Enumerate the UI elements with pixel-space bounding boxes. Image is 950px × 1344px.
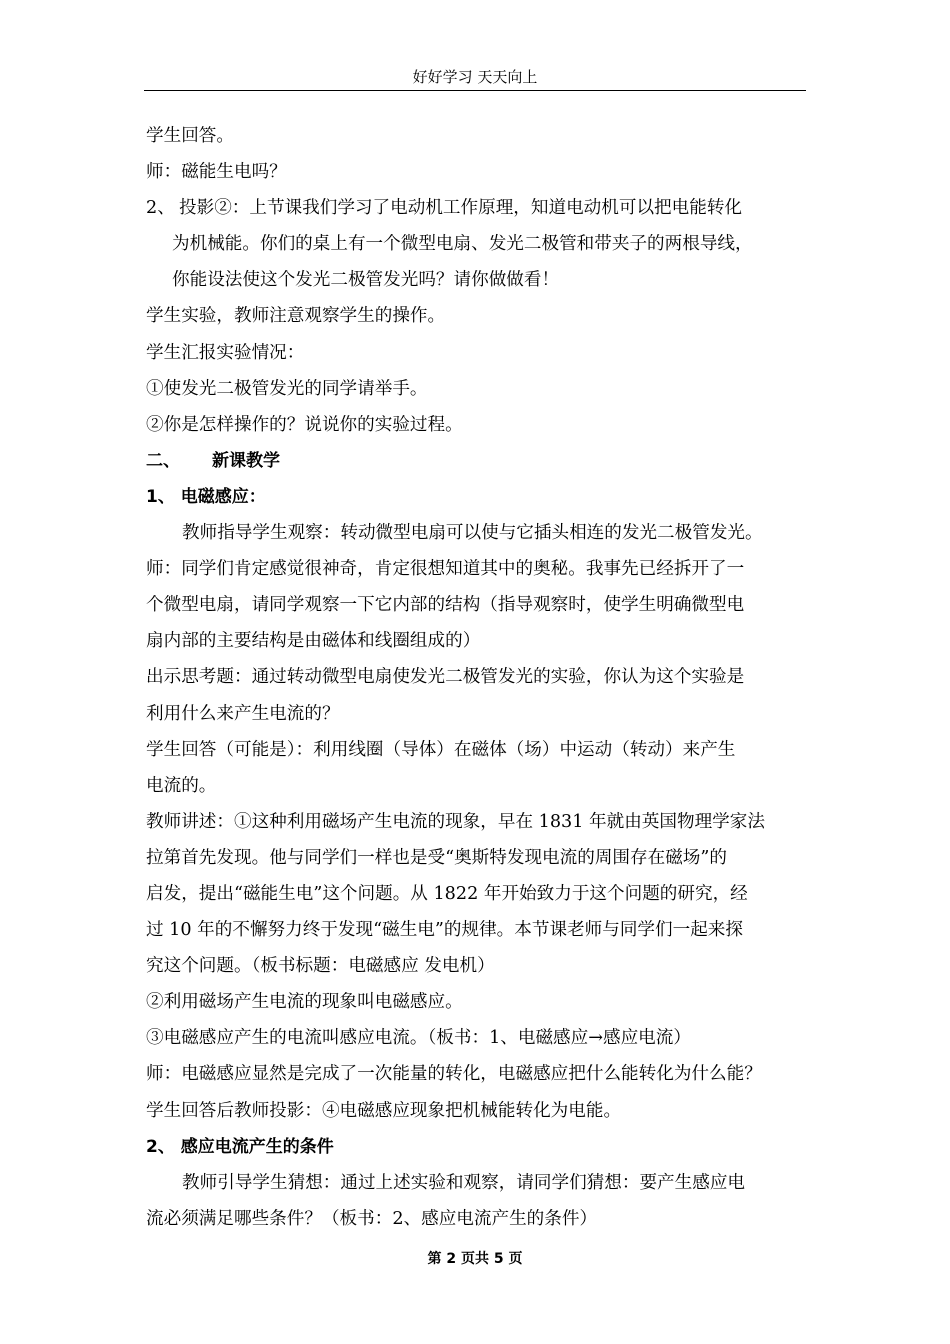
paragraph-line: 拉第首先发现。他与同学们一样也是受“奥斯特发现电流的周围存在磁场”的 xyxy=(146,847,727,868)
paragraph-line: 出示思考题：通过转动微型电扇使发光二极管发光的实验，你认为这个实验是 xyxy=(146,667,745,688)
paragraph-line: 教师引导学生猜想：通过上述实验和观察，请同学们猜想：要产生感应电 xyxy=(182,1172,746,1193)
paragraph-line: 教师指导学生观察：转动微型电扇可以使与它插头相连的发光二极管发光。 xyxy=(182,523,763,544)
page-header: 好好学习 天天向上 xyxy=(144,64,806,91)
paragraph-line: 扇内部的主要结构是由磁体和线圈组成的） xyxy=(146,631,481,652)
paragraph-line: 教师讲述：①这种利用磁场产生电流的现象，早在 1831 年就由英国物理学家法 xyxy=(146,811,765,832)
paragraph-line: ②利用磁场产生电流的现象叫电磁感应。 xyxy=(146,992,463,1013)
page-footer: 第 2 页共 5 页 xyxy=(427,1251,523,1267)
paragraph-line: 师：电磁感应显然是完成了一次能量的转化，电磁感应把什么能转化为什么能？ xyxy=(146,1064,762,1085)
subsection-heading: 1、 电磁感应： xyxy=(146,486,266,507)
section-title: 新课教学 xyxy=(212,450,280,471)
paragraph-line: 师：同学们肯定感觉很神奇，肯定很想知道其中的奥秘。我事先已经拆开了一 xyxy=(146,559,745,580)
paragraph-line: 学生汇报实验情况： xyxy=(146,342,305,363)
paragraph-line: ②你是怎样操作的？说说你的实验过程。 xyxy=(146,414,463,435)
paragraph-line: 师：磁能生电吗？ xyxy=(146,162,287,183)
paragraph-line: 个微型电扇，请同学观察一下它内部的结构（指导观察时，使学生明确微型电 xyxy=(146,595,745,616)
numbered-item xyxy=(146,190,808,226)
subsection-heading: 2、 感应电流产生的条件 xyxy=(146,1136,334,1157)
paragraph-line: 究这个问题。（板书标题：电磁感应 发电机） xyxy=(146,956,495,977)
paragraph-line: 学生回答后教师投影：④电磁感应现象把机械能转化为电能。 xyxy=(146,1100,622,1121)
paragraph-line: 过 10 年的不懈努力终于发现“磁生电”的规律。本节课老师与同学们一起来探 xyxy=(146,920,743,941)
paragraph-line: 学生实验，教师注意观察学生的操作。 xyxy=(146,306,446,327)
paragraph-line: 利用什么来产生电流的？ xyxy=(146,703,340,724)
document-body xyxy=(146,118,808,1237)
paragraph-line: 为机械能。你们的桌上有一个微型电扇、发光二极管和带夹子的两根导线， xyxy=(172,234,753,255)
item-number: 2、 xyxy=(146,198,175,219)
paragraph-line: ①使发光二极管发光的同学请举手。 xyxy=(146,378,428,399)
paragraph-line: 学生回答（可能是）：利用线圈（导体）在磁体（场）中运动（转动）来产生 xyxy=(146,739,736,760)
paragraph-line: 电流的。 xyxy=(146,775,217,796)
paragraph-line: ③电磁感应产生的电流叫感应电流。（板书：1、电磁感应→感应电流） xyxy=(146,1028,691,1049)
paragraph-line: 启发，提出“磁能生电”这个问题。从 1822 年开始致力于这个问题的研究，经 xyxy=(146,883,748,904)
paragraph-line: 投影②：上节课我们学习了电动机工作原理，知道电动机可以把电能转化 xyxy=(179,198,743,219)
paragraph-line: 流必须满足哪些条件？（板书：2、感应电流产生的条件） xyxy=(146,1208,598,1229)
section-number: 二、 xyxy=(146,450,180,471)
paragraph-line: 你能设法使这个发光二极管发光吗？请你做做看！ xyxy=(172,270,560,291)
section-heading xyxy=(146,443,808,479)
paragraph-line: 学生回答。 xyxy=(146,126,234,146)
